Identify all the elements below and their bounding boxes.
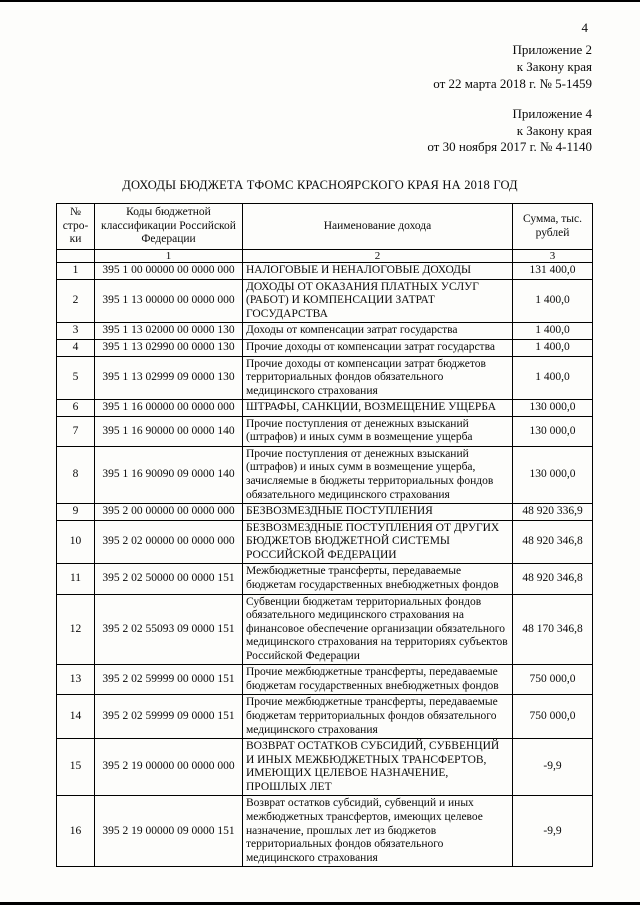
row-number-cell: 16 bbox=[57, 796, 95, 867]
header-sum: Сумма, тыс. рублей bbox=[513, 204, 593, 250]
row-number-cell: 7 bbox=[57, 416, 95, 446]
table-row bbox=[57, 796, 593, 867]
row-number-cell: 14 bbox=[57, 695, 95, 739]
row-name-cell: НАЛОГОВЫЕ И НЕНАЛОГОВЫЕ ДОХОДЫ bbox=[243, 263, 513, 280]
row-number-cell: 8 bbox=[57, 446, 95, 503]
row-sum-cell: -9,9 bbox=[513, 739, 593, 796]
table-row bbox=[57, 665, 593, 695]
row-number-cell: 11 bbox=[57, 564, 95, 594]
row-sum-cell: 1 400,0 bbox=[513, 356, 593, 400]
row-number-cell: 2 bbox=[57, 279, 95, 323]
appendix-1-date: от 22 марта 2018 г. № 5-1459 bbox=[433, 75, 592, 91]
table-row bbox=[57, 263, 593, 280]
row-sum-cell: 130 000,0 bbox=[513, 446, 593, 503]
appendix-2-title: Приложение 4 bbox=[512, 105, 592, 121]
row-name-cell: Доходы от компенсации затрат государства bbox=[243, 323, 513, 340]
appendix-2-date: от 30 ноября 2017 г. № 4-1140 bbox=[427, 139, 592, 155]
row-sum-cell: 1 400,0 bbox=[513, 279, 593, 323]
table-head bbox=[57, 204, 593, 263]
row-sum-cell: 130 000,0 bbox=[513, 400, 593, 417]
row-code-cell: 395 1 16 00000 00 0000 000 bbox=[95, 400, 243, 417]
table-row bbox=[57, 695, 593, 739]
table-row bbox=[57, 400, 593, 417]
table-row bbox=[57, 739, 593, 796]
row-sum-cell: 130 000,0 bbox=[513, 416, 593, 446]
appendix-1-title: Приложение 2 bbox=[512, 42, 592, 57]
table-row bbox=[57, 564, 593, 594]
table-body bbox=[57, 263, 593, 867]
row-number-cell: 15 bbox=[57, 739, 95, 796]
table-header-row bbox=[57, 204, 593, 250]
row-code-cell: 395 1 13 00000 00 0000 000 bbox=[95, 279, 243, 323]
row-name-cell: Прочие поступления от денежных взысканий (штрафов) и иных сумм в возмещение ущерба, зачисляемые в бюджеты территориальных фондов обязательного медицинского страхования bbox=[243, 446, 513, 503]
row-sum-cell: 48 920 346,8 bbox=[513, 520, 593, 564]
row-code-cell: 395 1 13 02999 09 0000 130 bbox=[95, 356, 243, 400]
appendix-2-law: к Закону края bbox=[516, 122, 592, 138]
row-code-cell: 395 2 02 50000 00 0000 151 bbox=[95, 564, 243, 594]
row-code-cell: 395 2 19 00000 00 0000 000 bbox=[95, 739, 243, 796]
numbering-col-3: 3 bbox=[513, 250, 593, 263]
page-number: 4 bbox=[581, 20, 588, 35]
column-numbering-row bbox=[57, 250, 593, 263]
row-code-cell: 395 2 19 00000 09 0000 151 bbox=[95, 796, 243, 867]
numbering-col-2: 2 bbox=[243, 250, 513, 263]
row-name-cell: Прочие поступления от денежных взысканий (штрафов) и иных сумм в возмещение ущерба bbox=[243, 416, 513, 446]
row-name-cell: ДОХОДЫ ОТ ОКАЗАНИЯ ПЛАТНЫХ УСЛУГ (РАБОТ) И КОМПЕНСАЦИИ ЗАТРАТ ГОСУДАРСТВА bbox=[243, 279, 513, 323]
table-row bbox=[57, 339, 593, 356]
table-row bbox=[57, 356, 593, 400]
row-name-cell: Возврат остатков субсидий, субвенций и иных межбюджетных трансфертов, имеющих целевое назначение, прошлых лет из бюджетов территориальных фондов обязательного медицинского страхования bbox=[243, 796, 513, 867]
row-code-cell: 395 2 02 59999 00 0000 151 bbox=[95, 665, 243, 695]
row-sum-cell: 48 920 346,8 bbox=[513, 564, 593, 594]
row-name-cell: ВОЗВРАТ ОСТАТКОВ СУБСИДИЙ, СУБВЕНЦИЙ И ИНЫХ МЕЖБЮДЖЕТНЫХ ТРАНСФЕРТОВ, ИМЕЮЩИХ ЦЕЛЕВОЕ НАЗНАЧЕНИЕ, ПРОШЛЫХ ЛЕТ bbox=[243, 739, 513, 796]
scan-edge-top bbox=[0, 0, 640, 2]
header-name: Наименование дохода bbox=[243, 204, 513, 250]
row-name-cell: Межбюджетные трансферты, передаваемые бюджетам государственных внебюджетных фондов bbox=[243, 564, 513, 594]
row-code-cell: 395 1 16 90090 09 0000 140 bbox=[95, 446, 243, 503]
row-code-cell: 395 2 02 55093 09 0000 151 bbox=[95, 594, 243, 665]
row-sum-cell: 48 170 346,8 bbox=[513, 594, 593, 665]
appendix-block-1 bbox=[0, 0, 592, 93]
row-number-cell: 10 bbox=[57, 520, 95, 564]
row-sum-cell: 750 000,0 bbox=[513, 665, 593, 695]
row-name-cell: Прочие межбюджетные трансферты, передаваемые бюджетам территориальных фондов обязательного медицинского страхования bbox=[243, 695, 513, 739]
table-row bbox=[57, 594, 593, 665]
table-row bbox=[57, 504, 593, 521]
row-number-cell: 5 bbox=[57, 356, 95, 400]
row-name-cell: БЕЗВОЗМЕЗДНЫЕ ПОСТУПЛЕНИЯ bbox=[243, 504, 513, 521]
document-title: ДОХОДЫ БЮДЖЕТА ТФОМС КРАСНОЯРСКОГО КРАЯ НА 2018 ГОД bbox=[122, 178, 518, 193]
table-row bbox=[57, 520, 593, 564]
header-row-number: № стро-ки bbox=[57, 204, 95, 250]
appendix-1-law: к Закону края bbox=[516, 58, 592, 74]
table-row bbox=[57, 323, 593, 340]
row-number-cell: 12 bbox=[57, 594, 95, 665]
numbering-empty-cell bbox=[57, 250, 95, 263]
row-code-cell: 395 1 16 90000 00 0000 140 bbox=[95, 416, 243, 446]
row-code-cell: 395 1 00 00000 00 0000 000 bbox=[95, 263, 243, 280]
table-row bbox=[57, 416, 593, 446]
numbering-col-1: 1 bbox=[95, 250, 243, 263]
row-sum-cell: -9,9 bbox=[513, 796, 593, 867]
row-name-cell: БЕЗВОЗМЕЗДНЫЕ ПОСТУПЛЕНИЯ ОТ ДРУГИХ БЮДЖЕТОВ БЮДЖЕТНОЙ СИСТЕМЫ РОССИЙСКОЙ ФЕДЕРАЦИИ bbox=[243, 520, 513, 564]
row-sum-cell: 131 400,0 bbox=[513, 263, 593, 280]
row-name-cell: Прочие межбюджетные трансферты, передаваемые бюджетам государственных внебюджетных фондов bbox=[243, 665, 513, 695]
row-code-cell: 395 2 02 59999 09 0000 151 bbox=[95, 695, 243, 739]
row-number-cell: 4 bbox=[57, 339, 95, 356]
row-number-cell: 3 bbox=[57, 323, 95, 340]
appendix-block-2 bbox=[0, 106, 592, 157]
row-code-cell: 395 2 00 00000 00 0000 000 bbox=[95, 504, 243, 521]
row-number-cell: 6 bbox=[57, 400, 95, 417]
row-name-cell: Прочие доходы от компенсации затрат бюджетов территориальных фондов обязательного медицинского страхования bbox=[243, 356, 513, 400]
row-code-cell: 395 1 13 02000 00 0000 130 bbox=[95, 323, 243, 340]
row-name-cell: Субвенции бюджетам территориальных фондов обязательного медицинского страхования на финансовое обеспечение организации обязательного медицинского страхования на территориях субъектов Российской Федерации bbox=[243, 594, 513, 665]
table-row bbox=[57, 446, 593, 503]
row-name-cell: ШТРАФЫ, САНКЦИИ, ВОЗМЕЩЕНИЕ УЩЕРБА bbox=[243, 400, 513, 417]
table-row bbox=[57, 279, 593, 323]
row-name-cell: Прочие доходы от компенсации затрат государства bbox=[243, 339, 513, 356]
income-table bbox=[56, 203, 593, 867]
row-sum-cell: 1 400,0 bbox=[513, 339, 593, 356]
row-code-cell: 395 1 13 02990 00 0000 130 bbox=[95, 339, 243, 356]
row-number-cell: 13 bbox=[57, 665, 95, 695]
row-sum-cell: 750 000,0 bbox=[513, 695, 593, 739]
row-number-cell: 1 bbox=[57, 263, 95, 280]
row-sum-cell: 1 400,0 bbox=[513, 323, 593, 340]
header-code: Коды бюджетной классификации Российской Федерации bbox=[95, 204, 243, 250]
row-number-cell: 9 bbox=[57, 504, 95, 521]
row-sum-cell: 48 920 336,9 bbox=[513, 504, 593, 521]
row-code-cell: 395 2 02 00000 00 0000 000 bbox=[95, 520, 243, 564]
